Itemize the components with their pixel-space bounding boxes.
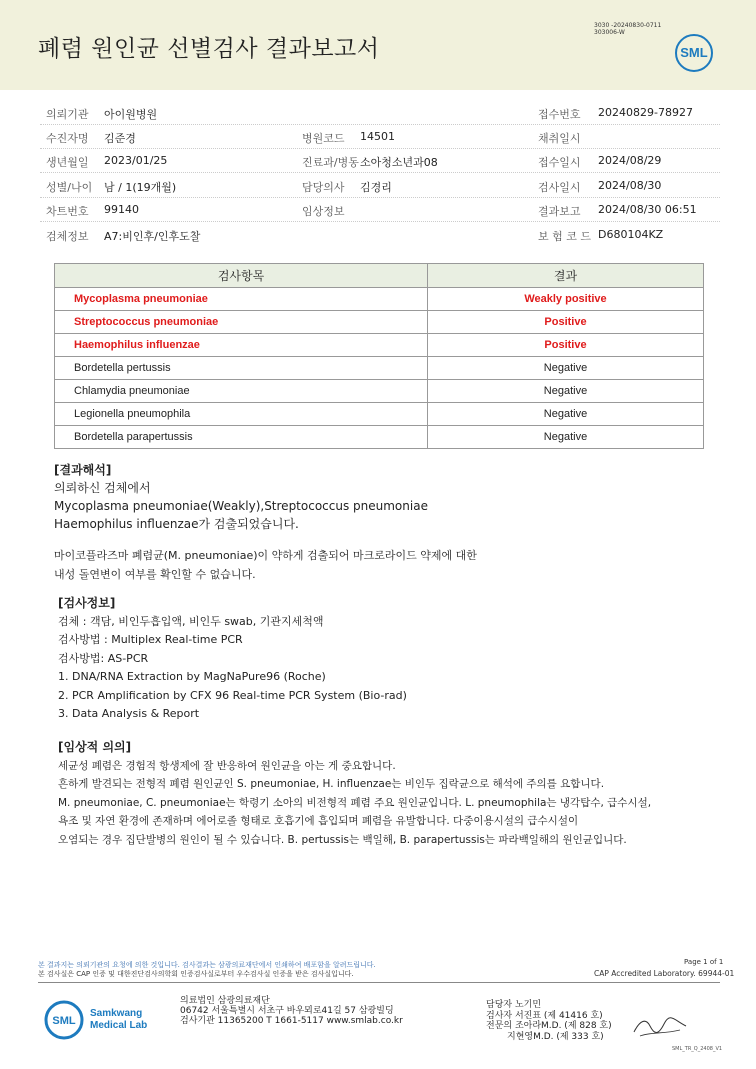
chart-no-label: 차트번호 [46, 205, 89, 218]
insurance-code-value: D680104KZ [598, 228, 664, 241]
test-info-line: 검체 : 객담, 비인두흡입액, 비인두 swab, 기관지세척액 [58, 614, 324, 628]
test-result: Negative [428, 380, 704, 403]
organization-info [180, 996, 403, 1026]
receipt-no-value: 20240829-78927 [598, 106, 693, 119]
cap-accreditation: CAP Accredited Laboratory. 69944-01 [594, 969, 735, 978]
document-code-line: 303006-W [594, 29, 625, 36]
test-item: Streptococcus pneumoniae [55, 311, 428, 334]
table-row [55, 288, 704, 311]
info-row [0, 176, 756, 196]
table-row [55, 403, 704, 426]
staff-line: 담당자 노기민 [486, 1000, 542, 1010]
test-result: Negative [428, 403, 704, 426]
results-table [54, 263, 704, 449]
test-item: Legionella pneumophila [55, 403, 428, 426]
interpretation-line: 의뢰하신 검체에서 [54, 481, 151, 495]
test-result: Positive [428, 334, 704, 357]
table-row [55, 334, 704, 357]
chart-no-value: 99140 [104, 203, 139, 216]
test-result: Weakly positive [428, 288, 704, 311]
report-title: 폐렴 원인균 선별검사 결과보고서 [38, 36, 380, 62]
page-number: Page 1 of 1 [684, 958, 724, 966]
signature-icon [630, 1014, 690, 1040]
patient-value: 김준경 [104, 132, 136, 145]
report-header [0, 0, 756, 90]
doctor-label: 담당의사 [302, 181, 345, 194]
divider [40, 124, 720, 125]
clinical-line: 흔하게 발견되는 전형적 폐렴 원인균인 S. pneumoniae, H. influenzae는 비인두 집락균으로 해석에 주의를 요합니다. [58, 778, 605, 790]
document-code-line: 3030 -20240830-0711 [594, 22, 662, 29]
divider [40, 197, 720, 198]
receipt-no-label: 접수번호 [538, 108, 581, 121]
info-row [0, 103, 756, 123]
birth-label: 생년월일 [46, 156, 89, 169]
clinical-significance-title: [임상적 의의] [58, 740, 132, 754]
form-code: SML_TR_Q_2408_V1 [672, 1046, 723, 1052]
footer-notice: 본 결과지는 의뢰기관의 요청에 의한 것입니다. 검사결과는 삼광의료재단에서 인쇄하여 배포함을 알려드립니다. [38, 961, 376, 969]
staff-line: 전문의 조아라M.D. (제 828 호) [486, 1021, 612, 1031]
test-info-section [58, 594, 407, 724]
svg-text:SML: SML [52, 1015, 76, 1027]
clinical-line: M. pneumoniae, C. pneumoniae는 학령기 소아의 비전형적 폐렴 주요 원인균입니다. L. pneumophila는 냉각탑수, 급수시설, [58, 796, 652, 809]
specimen-label: 검체정보 [46, 230, 89, 243]
staff-line: 검사자 서진표 (제 41416 호) [486, 1010, 603, 1021]
test-info-line: 2. PCR Amplification by CFX 96 Real-time PCR System (Bio-rad) [58, 688, 407, 702]
collection-date-label: 채취일시 [538, 132, 581, 145]
table-header-row [55, 264, 704, 288]
divider [40, 172, 720, 173]
info-row [0, 151, 756, 171]
test-result: Negative [428, 426, 704, 449]
receipt-date-label: 접수일시 [538, 156, 581, 169]
info-row [0, 127, 756, 147]
document-code [594, 22, 661, 36]
interpretation-title: [결과해석] [54, 463, 112, 477]
footer-divider [38, 982, 720, 983]
clinical-info-label: 임상정보 [302, 205, 345, 218]
logo-text: SML [680, 45, 708, 60]
staff-info [486, 1000, 612, 1042]
org-line: 의료법인 삼광의료재단 [180, 996, 270, 1006]
report-date-label: 결과보고 [538, 205, 581, 218]
test-result: Negative [428, 357, 704, 380]
doctor-value: 김경리 [360, 181, 392, 194]
test-item: Chlamydia pneumoniae [55, 380, 428, 403]
org-line: 검사기관 11365200 T 1661-5117 www.smlab.co.kr [180, 1016, 403, 1026]
footer-notice: 본 검사실은 CAP 인증 및 대한진단검사의학회 인증검사실로부터 우수검사실 인증을 받은 검사실입니다. [38, 970, 354, 978]
info-row [0, 200, 756, 220]
interpretation-line: 마이코플라즈마 폐렴균(M. pneumoniae)이 약하게 검출되어 마크로라이드 약제에 대한 [54, 549, 477, 562]
column-header-result: 결과 [428, 264, 704, 288]
test-date-label: 검사일시 [538, 181, 581, 194]
divider [40, 148, 720, 149]
test-info-line: 1. DNA/RNA Extraction by MagNaPure96 (Roche) [58, 670, 326, 683]
org-line: 06742 서울특별시 서초구 바우뫼로41길 57 삼광빌딩 [180, 1006, 394, 1016]
table-row [55, 426, 704, 449]
divider [40, 221, 720, 222]
report-date-value: 2024/08/30 06:51 [598, 203, 697, 216]
institution-label: 의뢰기관 [46, 108, 89, 121]
clinical-line: 욕조 및 자연 환경에 존재하며 에어로졸 형태로 호흡기에 흡입되며 폐렴을 유발합니다. 다중이용시설의 급수시설이 [58, 815, 579, 827]
info-row [0, 225, 756, 245]
test-info-line: 검사방법: AS-PCR [58, 651, 149, 665]
test-date-value: 2024/08/30 [598, 179, 662, 192]
sex-age-value: 남 / 1(19개월) [104, 181, 177, 194]
clinical-significance-section [58, 738, 651, 849]
test-item: Mycoplasma pneumoniae [55, 288, 428, 311]
department-value: 소아청소년과08 [360, 156, 438, 169]
brand-line: Medical Lab [90, 1020, 148, 1031]
specimen-value: A7:비인후/인후도찰 [104, 230, 201, 243]
column-header-item: 검사항목 [55, 264, 428, 288]
interpretation-line: Haemophilus influenzae가 검출되었습니다. [54, 517, 299, 531]
table-row [55, 311, 704, 334]
test-item: Bordetella parapertussis [55, 426, 428, 449]
table-row [55, 380, 704, 403]
interpretation-section [54, 461, 477, 584]
hospital-code-label: 병원코드 [302, 132, 345, 145]
hospital-code-value: 14501 [360, 130, 395, 143]
sml-logo-icon [675, 34, 713, 72]
brand-line: Samkwang [90, 1008, 143, 1019]
brand-name [90, 1008, 147, 1032]
clinical-line: 오염되는 경우 집단발병의 원인이 될 수 있습니다. B. pertussis는 백일해, B. parapertussis는 파라백일해의 원인균입니다. [58, 833, 627, 846]
sex-age-label: 성별/나이 [46, 181, 93, 194]
insurance-code-label: 보 험 코 드 [538, 230, 591, 243]
test-result: Positive [428, 311, 704, 334]
receipt-date-value: 2024/08/29 [598, 154, 662, 167]
department-label: 진료과/병동 [302, 156, 359, 169]
test-info-line: 검사방법 : Multiplex Real-time PCR [58, 633, 243, 646]
clinical-line: 세균성 폐렴은 경험적 항생제에 잘 반응하여 원인균을 아는 게 중요합니다. [58, 759, 396, 772]
staff-line: 지현영M.D. (제 333 호) [507, 1031, 604, 1042]
test-item: Bordetella pertussis [55, 357, 428, 380]
patient-label: 수진자명 [46, 132, 89, 145]
test-info-title: [검사정보] [58, 596, 116, 610]
test-info-line: 3. Data Analysis & Report [58, 707, 200, 720]
interpretation-line: Mycoplasma pneumoniae(Weakly),Streptococcus pneumoniae [54, 499, 428, 513]
institution-value: 아이원병원 [104, 108, 158, 121]
birth-value: 2023/01/25 [104, 154, 168, 167]
interpretation-line: 내성 돌연변이 여부를 확인할 수 없습니다. [54, 567, 256, 581]
sml-logo-icon [44, 1000, 84, 1040]
test-item: Haemophilus influenzae [55, 334, 428, 357]
table-row [55, 357, 704, 380]
